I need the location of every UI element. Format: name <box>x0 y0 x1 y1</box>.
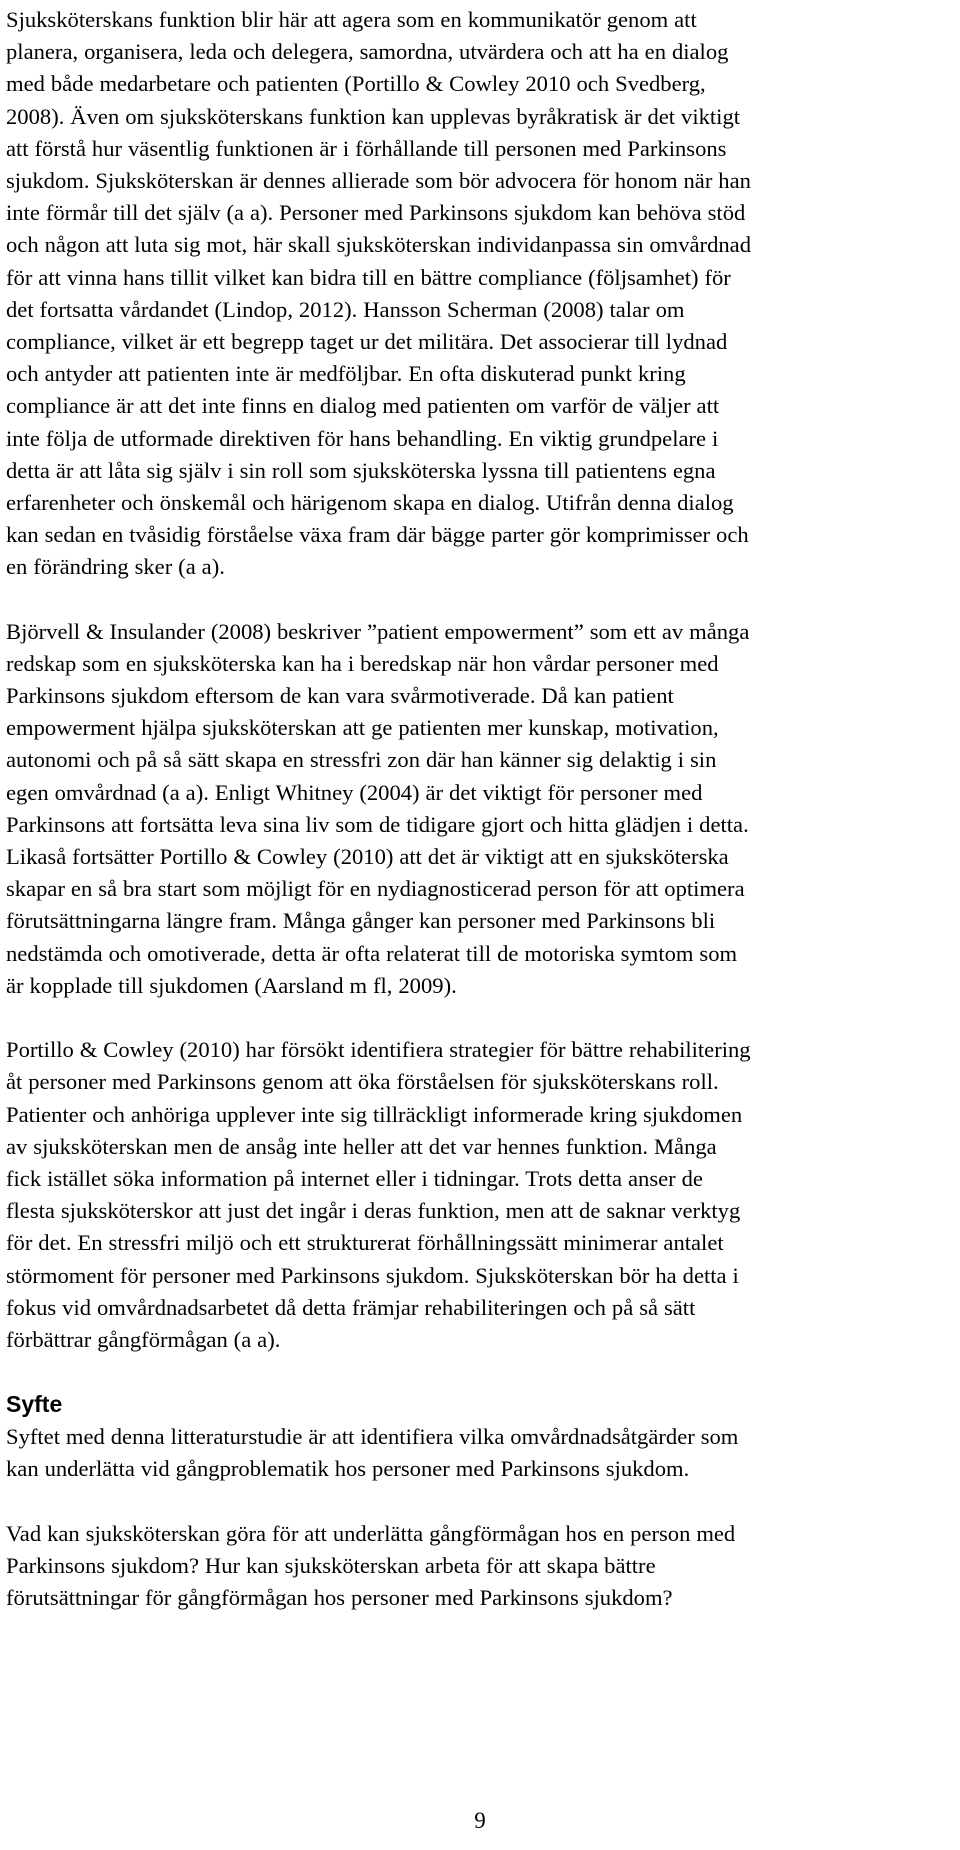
text-line: Portillo & Cowley (2010) har försökt identifiera strategier för bättre rehabilitering <box>6 1037 751 1063</box>
text-line: autonomi och på så sätt skapa en stressfri zon där han känner sig delaktig i sin <box>6 747 717 773</box>
document-page <box>6 4 948 1614</box>
text-line: störmoment för personer med Parkinsons sjukdom. Sjuksköterskan bör ha detta i <box>6 1262 739 1288</box>
text-line: detta är att låta sig själv i sin roll som sjuksköterska lyssna till patientens egna <box>6 457 716 483</box>
text-line: Parkinsons sjukdom eftersom de kan vara svårmotiverade. Då kan patient <box>6 683 674 709</box>
text-line: förbättrar gångförmågan (a a). <box>6 1326 281 1352</box>
body-paragraph-3 <box>6 1034 948 1356</box>
paragraph-spacer <box>6 1486 948 1518</box>
text-line: och någon att luta sig mot, här skall sjuksköterskan individanpassa sin omvårdnad <box>6 232 751 258</box>
research-questions-paragraph <box>6 1518 948 1615</box>
text-line: egen omvårdnad (a a). Enligt Whitney (2004) är det viktigt för personer med <box>6 779 703 805</box>
text-line: det fortsatta vårdandet (Lindop, 2012). Hansson Scherman (2008) talar om <box>6 296 685 322</box>
text-line: och antyder att patienten inte är medföljbar. En ofta diskuterad punkt kring <box>6 361 686 387</box>
text-line: är kopplade till sjukdomen (Aarsland m fl, 2009). <box>6 972 457 998</box>
text-line: med både medarbetare och patienten (Portillo & Cowley 2010 och Svedberg, <box>6 71 706 97</box>
text-line: för det. En stressfri miljö och ett strukturerat förhållningssätt minimerar antalet <box>6 1230 724 1256</box>
body-paragraph-2 <box>6 616 948 1002</box>
text-line: erfarenheter och önskemål och härigenom skapa en dialog. Utifrån denna dialog <box>6 490 734 516</box>
text-line: Likaså fortsätter Portillo & Cowley (2010) att det är viktigt att en sjuksköterska <box>6 844 729 870</box>
text-line: inte följa de utformade direktiven för hans behandling. En viktig grundpelare i <box>6 425 719 451</box>
aim-paragraph <box>6 1421 948 1485</box>
text-line: en förändring sker (a a). <box>6 554 225 580</box>
text-line: förutsättningarna längre fram. Många gånger kan personer med Parkinsons bli <box>6 908 716 934</box>
text-line: Sjuksköterskans funktion blir här att agera som en kommunikatör genom att <box>6 7 697 32</box>
paragraph-spacer <box>6 1356 948 1388</box>
text-line: för att vinna hans tillit vilket kan bidra till en bättre compliance (följsamhet) för <box>6 264 731 290</box>
text-line: empowerment hjälpa sjuksköterskan att ge patienten mer kunskap, motivation, <box>6 715 719 741</box>
text-line: av sjuksköterskan men de ansåg inte heller att det var hennes funktion. Många <box>6 1133 717 1159</box>
page-number: 9 <box>474 1808 486 1833</box>
text-line: förutsättningar för gångförmågan hos personer med Parkinsons sjukdom? <box>6 1584 673 1610</box>
text-line: kan underlätta vid gångproblematik hos personer med Parkinsons sjukdom. <box>6 1456 690 1482</box>
text-line: nedstämda och omotiverade, detta är ofta relaterat till de motoriska symtom som <box>6 940 738 966</box>
text-line: att förstå hur väsentlig funktionen är i förhållande till personen med Parkinsons <box>6 135 727 161</box>
text-line: Parkinsons att fortsätta leva sina liv som de tidigare gjort och hitta glädjen i detta. <box>6 811 749 837</box>
text-line: kan sedan en tvåsidig förståelse växa fram där bägge parter gör komprimisser och <box>6 522 749 548</box>
text-line: Björvell & Insulander (2008) beskriver ”patient empowerment” som ett av många <box>6 618 750 644</box>
text-line: planera, organisera, leda och delegera, samordna, utvärdera och att ha en dialog <box>6 39 729 65</box>
text-line: fick istället söka information på internet eller i tidningar. Trots detta anser de <box>6 1165 703 1191</box>
text-line: flesta sjuksköterskor att just det ingår i deras funktion, men att de saknar verktyg <box>6 1198 741 1224</box>
text-line: åt personer med Parkinsons genom att öka förståelsen för sjuksköterskans roll. <box>6 1069 719 1095</box>
text-line: inte förmår till det själv (a a). Personer med Parkinsons sjukdom kan behöva stöd <box>6 200 746 226</box>
text-line: skapar en så bra start som möjligt för en nydiagnosticerad person för att optimera <box>6 876 745 902</box>
text-line: Syftet med denna litteraturstudie är att identifiera vilka omvårdnadsåtgärder som <box>6 1424 739 1450</box>
text-line: compliance är att det inte finns en dialog med patienten om varför de väljer att <box>6 393 720 419</box>
text-line: Patienter och anhöriga upplever inte sig tillräckligt informerade kring sjukdomen <box>6 1101 743 1127</box>
text-line: Parkinsons sjukdom? Hur kan sjuksköterskan arbeta för att skapa bättre <box>6 1552 656 1578</box>
text-line: fokus vid omvårdnadsarbetet då detta främjar rehabiliteringen och på så sätt <box>6 1294 696 1320</box>
paragraph-spacer <box>6 584 948 616</box>
text-line: 2008). Även om sjuksköterskans funktion kan upplevas byråkratisk är det viktigt <box>6 103 741 129</box>
text-line: redskap som en sjuksköterska kan ha i beredskap när hon vårdar personer med <box>6 650 719 676</box>
text-line: Vad kan sjuksköterskan göra för att underlätta gångförmågan hos en person med <box>6 1520 736 1546</box>
section-heading: Syfte <box>6 1391 63 1418</box>
text-line: sjukdom. Sjuksköterskan är dennes allierade som bör advocera för honom när han <box>6 168 751 194</box>
body-paragraph-1 <box>6 4 948 584</box>
paragraph-spacer <box>6 1002 948 1034</box>
text-line: compliance, vilket är ett begrepp taget ur det militära. Det associerar till lydnad <box>6 329 728 355</box>
